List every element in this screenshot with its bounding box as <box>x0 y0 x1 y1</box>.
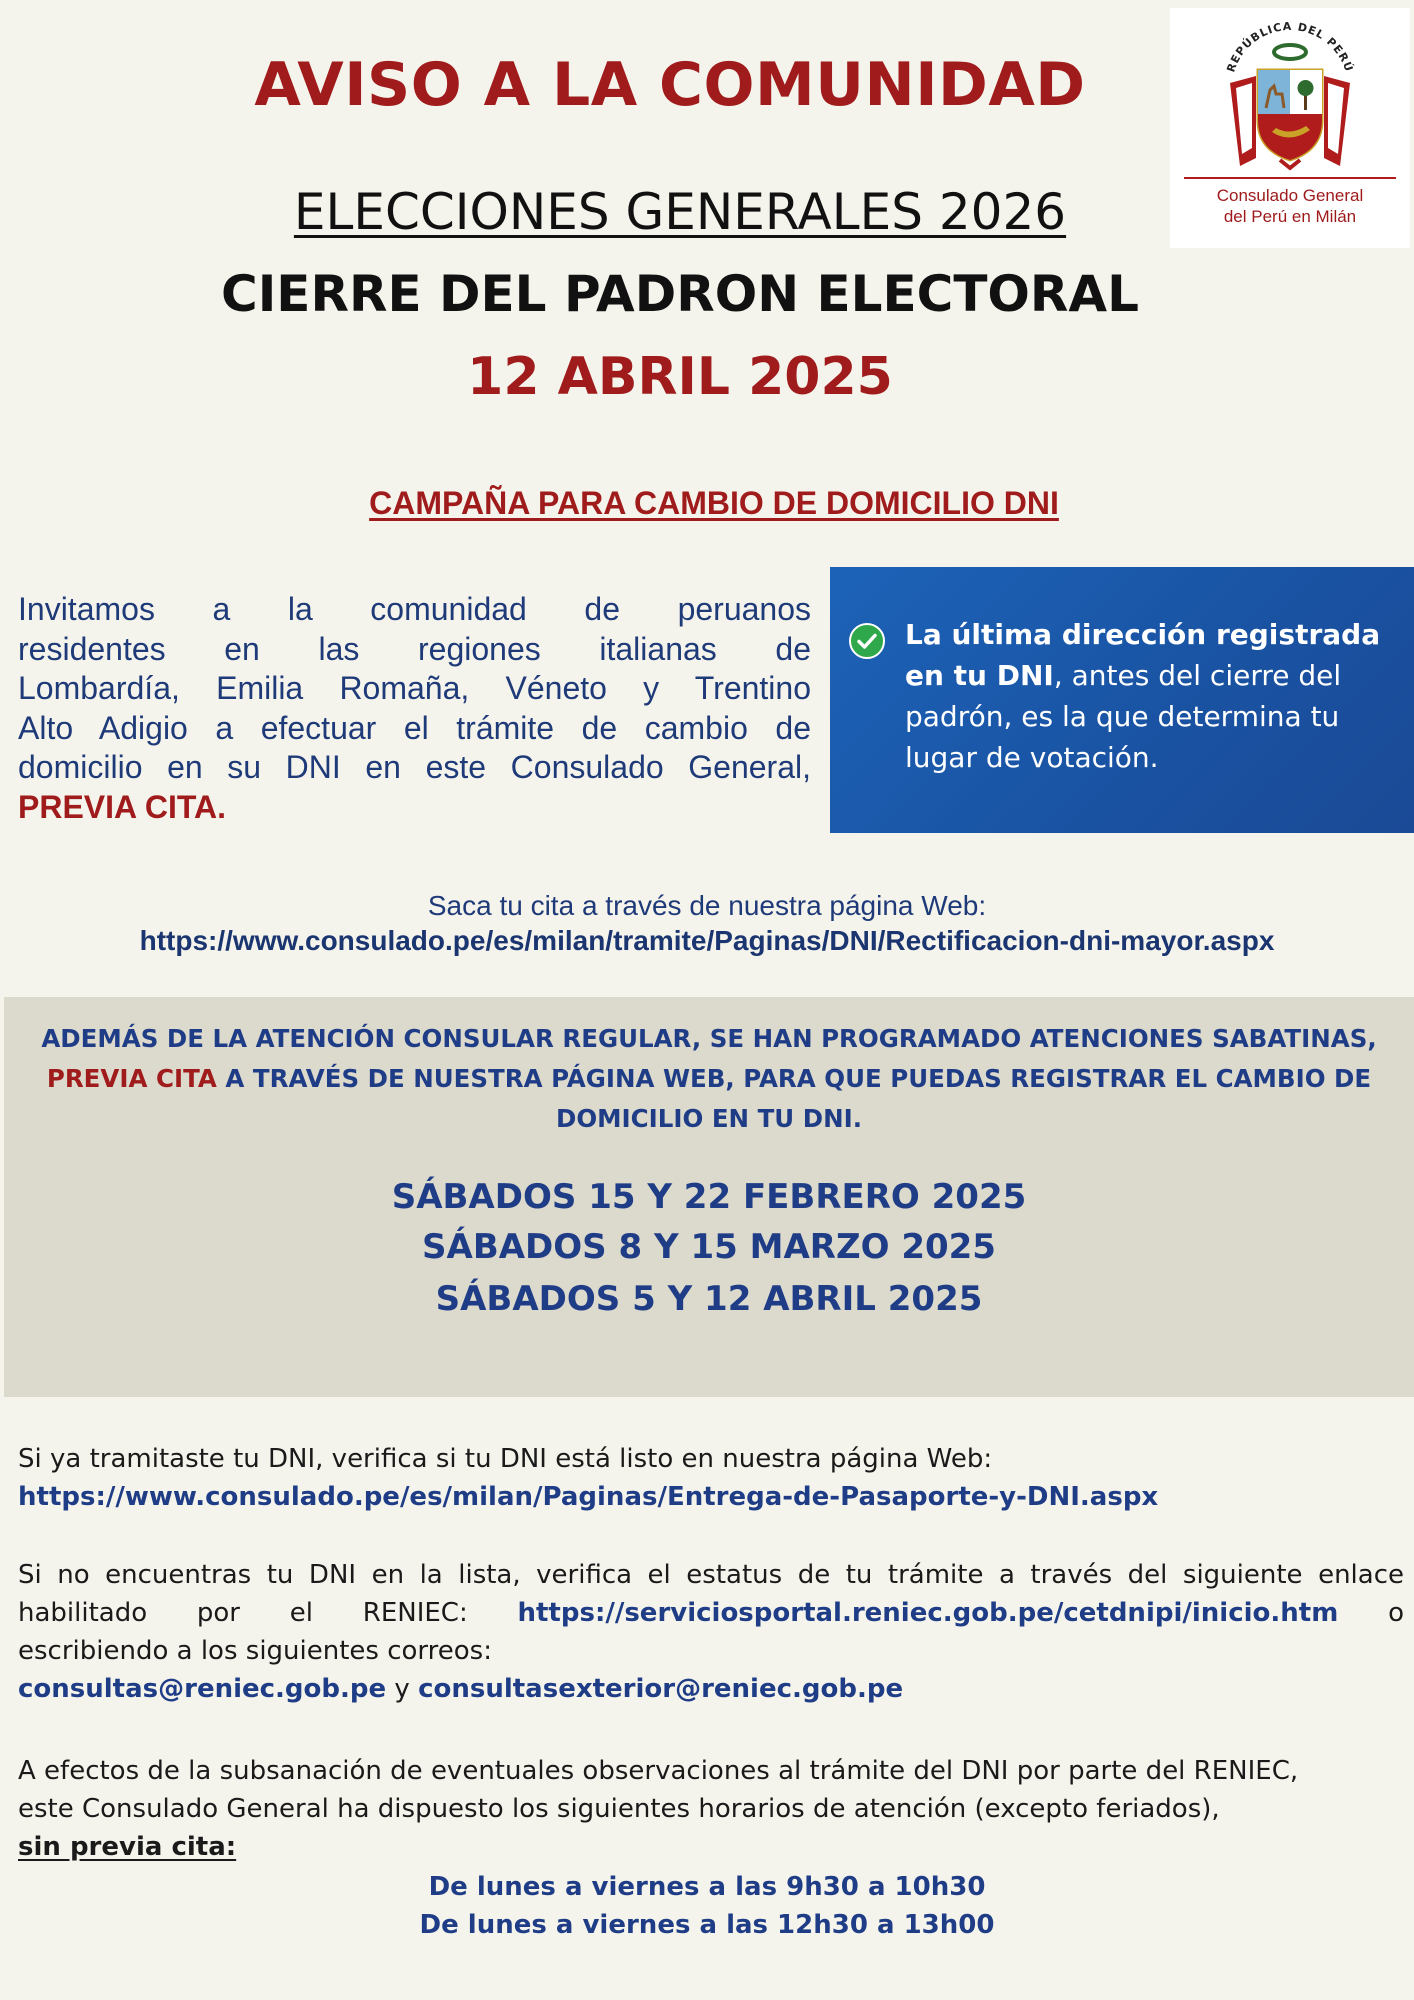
email-exterior-link[interactable]: consultasexterior@reniec.gob.pe <box>418 1674 904 1704</box>
elections-subtitle: ELECCIONES GENERALES 2026 <box>293 183 1067 241</box>
office-hours-line: De lunes a viernes a las 9h30 a 10h30 <box>428 1872 986 1902</box>
email-consultas-link[interactable]: consultas@reniec.gob.pe <box>18 1674 387 1704</box>
saturday-paragraph <box>34 1019 1384 1139</box>
closure-date: 12 ABRIL 2025 <box>467 347 893 407</box>
info-box-rest: , antes del cierre del padrón, es la que determina tu lugar de votación. <box>905 659 1342 774</box>
saturday-appointments-box <box>4 997 1414 1397</box>
status-line1: Si no encuentras tu DNI en la lista, verifica el estatus de tu trámite a través del siguiente enlace <box>18 1560 1404 1590</box>
verify-link[interactable]: https://www.consulado.pe/es/milan/Paginas/Entrega-de-Pasaporte-y-DNI.aspx <box>18 1482 1159 1512</box>
intro-line: domicilio en su DNI en este Consulado General, <box>18 749 811 785</box>
status-word: el <box>289 1598 313 1628</box>
saturday-date: SÁBADOS 15 Y 22 FEBRERO 2025 <box>391 1177 1027 1217</box>
status-line3: escribiendo a los siguientes correos: <box>18 1636 492 1666</box>
info-box-text <box>905 614 1410 778</box>
intro-line: residentes en las regiones italianas de <box>18 630 811 667</box>
intro-line: Invitamos a la comunidad de peruanos <box>18 591 811 627</box>
intro-line: Lombardía, Emilia Romaña, Véneto y Trentino <box>18 670 811 706</box>
previa-cita-highlight: PREVIA CITA. <box>18 788 227 825</box>
intro-line: Alto Adigio a efectuar el trámite de cambio de <box>18 709 811 746</box>
email-join: y <box>386 1674 419 1704</box>
status-word: RENIEC: <box>362 1598 468 1628</box>
verify-text: Si ya tramitaste tu DNI, verifica si tu DNI está listo en nuestra página Web: <box>18 1444 993 1474</box>
campaign-title: CAMPAÑA PARA CAMBIO DE DOMICILIO DNI <box>369 485 1059 521</box>
saturday-date: SÁBADOS 8 Y 15 MARZO 2025 <box>422 1227 996 1267</box>
check-circle-icon <box>849 623 885 659</box>
page-title: AVISO A LA COMUNIDAD <box>254 50 1086 120</box>
seal-text: REPÚBLICA DEL PERÚ <box>1224 19 1356 74</box>
info-box-bold: La última dirección registrada en tu DNI <box>905 618 1381 692</box>
status-word: o <box>1388 1598 1404 1628</box>
saturday-text-after: A TRAVÉS DE NUESTRA PÁGINA WEB, PARA QUE PUEDAS REGISTRAR EL CAMBIO DE DOMICILIO EN TU DNI. <box>216 1064 1372 1133</box>
observations-line2: este Consulado General ha dispuesto los siguientes horarios de atención (excepto feriados), <box>18 1794 1220 1824</box>
logo-text-line2: del Perú en Milán <box>1223 207 1357 226</box>
email-line <box>18 1670 1404 1708</box>
observations-section <box>18 1752 1404 1866</box>
reniec-status-link[interactable]: https://serviciosportal.reniec.gob.pe/cetdnipi/inicio.htm <box>517 1598 1339 1628</box>
intro-paragraph <box>18 590 811 827</box>
status-word: habilitado <box>18 1598 148 1628</box>
appointment-link[interactable]: https://www.consulado.pe/es/milan/tramite/Paginas/DNI/Rectificacion-dni-mayor.aspx <box>139 925 1275 956</box>
saturday-previa-cita: PREVIA CITA <box>46 1064 217 1093</box>
no-appointment-label: sin previa cita: <box>18 1832 237 1862</box>
saturday-text-before: ADEMÁS DE LA ATENCIÓN CONSULAR REGULAR, SE HAN PROGRAMADO ATENCIONES SABATINAS, <box>41 1024 1377 1053</box>
closure-title: CIERRE DEL PADRON ELECTORAL <box>221 265 1139 323</box>
observations-line1: A efectos de la subsanación de eventuales observaciones al trámite del DNI por parte del RENIEC, <box>18 1756 1299 1786</box>
status-word: por <box>196 1598 240 1628</box>
logo-text-line1: Consulado General <box>1216 186 1364 205</box>
appointment-intro: Saca tu cita a través de nuestra página Web: <box>427 890 987 921</box>
verify-section <box>18 1440 1404 1516</box>
status-section <box>18 1556 1404 1708</box>
saturday-date: SÁBADOS 5 Y 12 ABRIL 2025 <box>435 1279 983 1319</box>
status-line2 <box>18 1594 1404 1632</box>
office-hours-line: De lunes a viernes a las 12h30 a 13h00 <box>419 1910 995 1940</box>
voting-address-info-box <box>830 567 1414 833</box>
